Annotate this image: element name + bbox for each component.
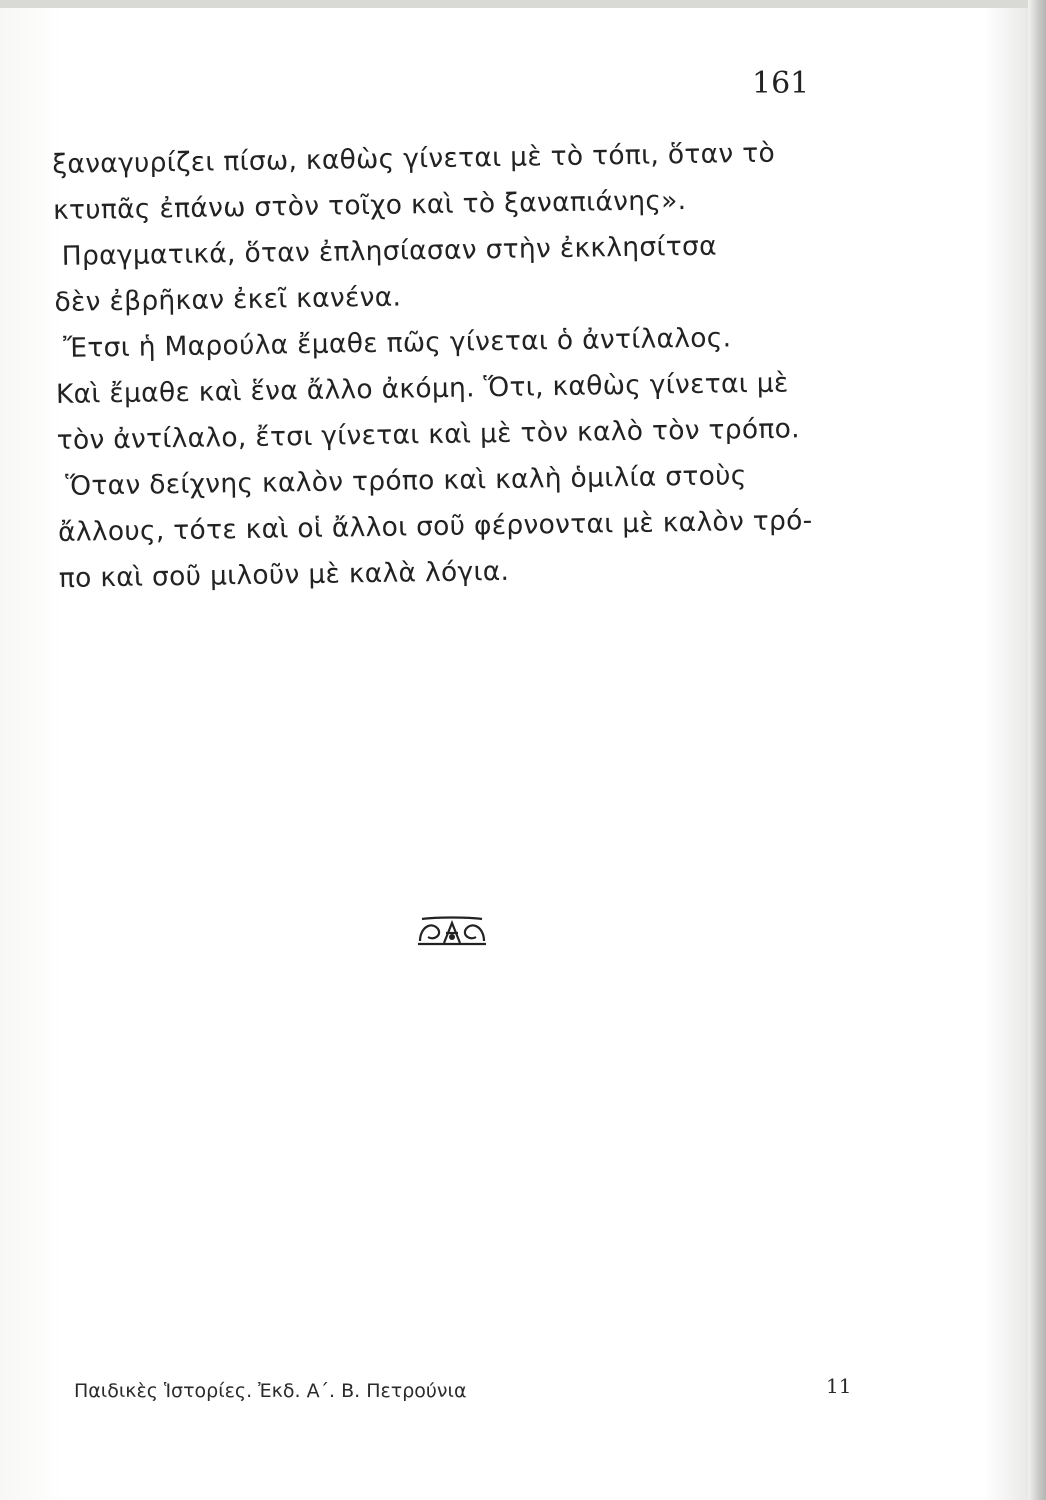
footer-signature-mark: 11 (826, 1374, 852, 1398)
text-line: Ἔτσι ἡ Μαρούλα ἔμαθε πῶς γίνεται ὁ ἀντίλαλος. (62, 322, 732, 364)
text-line: Καὶ ἔμαθε καὶ ἕνα ἄλλο ἀκόμη. Ὅτι, καθὼς γίνεται μὲ (55, 367, 789, 410)
text-line: τὸν ἀντίλαλο, ἔτσι γίνεται καὶ μὲ τὸν καλὸ τὸν τρόπο. (56, 413, 801, 456)
text-line: πο καὶ σοῦ μιλοῦν μὲ καλὰ λόγια. (58, 555, 510, 594)
page-number: 161 (752, 66, 810, 101)
text-line: Πραγματικά, ὅταν ἐπλησίασαν στὴν ἐκκλησίτσα (61, 230, 718, 272)
body-text (52, 129, 859, 602)
text-line: ἄλλους, τότε καὶ οἱ ἄλλοι σοῦ φέρνονται μὲ καλὸν τρό- (57, 505, 813, 548)
text-line: δὲν ἐβρῆκαν ἐκεῖ κανένα. (54, 281, 402, 318)
page-top-shadow (0, 0, 1046, 8)
text-line: ξαναγυρίζει πίσω, καθὼς γίνεται μὲ τὸ τόπι, ὅταν τὸ (52, 137, 776, 180)
decorative-ornament-icon (416, 915, 488, 947)
text-line: κτυπᾶς ἐπάνω στὸν τοῖχο καὶ τὸ ξαναπιάνης». (52, 185, 687, 226)
page-binding-edge (1028, 0, 1046, 1500)
footer-publication-info: Παιδικὲς Ἱστορίες. Ἐκδ. Α΄. Β. Πετρούνια (74, 1380, 467, 1402)
text-line: Ὅταν δείχνης καλὸν τρόπο καὶ καλὴ ὁμιλία στοὺς (65, 460, 747, 502)
